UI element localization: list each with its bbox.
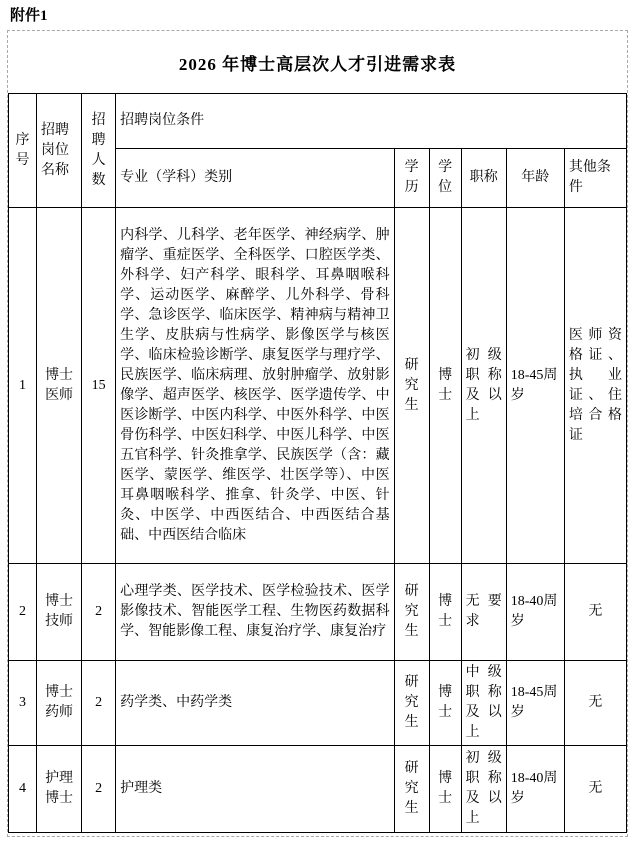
col-header-other: 其他条件 [564, 149, 626, 208]
cell-other: 无 [564, 746, 626, 833]
attachment-label: 附件1 [10, 8, 48, 24]
cell-seq: 4 [9, 746, 37, 833]
cell-other: 医师资格证、执业证、住培合格证 [564, 208, 626, 564]
cell-major: 护理类 [116, 746, 394, 833]
cell-position: 博士药师 [37, 661, 82, 746]
table-row [9, 208, 627, 564]
cell-education: 研究生 [394, 564, 429, 661]
cell-age: 18-40周岁 [506, 564, 564, 661]
cell-title-req: 中级职称及以上 [461, 661, 506, 746]
col-header-position: 招聘岗位名称 [37, 94, 82, 208]
col-header-major: 专业（学科）类别 [116, 149, 394, 208]
table-row [9, 564, 627, 661]
cell-age: 18-45周岁 [506, 208, 564, 564]
cell-seq: 3 [9, 661, 37, 746]
table-row [9, 661, 627, 746]
col-header-seq: 序号 [9, 94, 37, 208]
cell-title-req: 无要求 [461, 564, 506, 661]
cell-count: 15 [82, 208, 116, 564]
cell-degree: 博士 [429, 208, 461, 564]
col-header-degree: 学位 [429, 149, 461, 208]
col-header-count: 招聘人数 [82, 94, 116, 208]
cell-seq: 2 [9, 564, 37, 661]
col-header-title: 职称 [461, 149, 506, 208]
cell-title-req: 初级职称及以上 [461, 208, 506, 564]
cell-position: 博士医师 [37, 208, 82, 564]
cell-degree: 博士 [429, 746, 461, 833]
cell-title-req: 初级职称及以上 [461, 746, 506, 833]
cell-education: 研究生 [394, 208, 429, 564]
cell-age: 18-40周岁 [506, 746, 564, 833]
cell-degree: 博士 [429, 564, 461, 661]
col-header-conditions-group: 招聘岗位条件 [116, 94, 627, 149]
doc-title: 2026 年博士高层次人才引进需求表 [178, 54, 457, 74]
cell-major: 心理学类、医学技术、医学检验技术、医学影像技术、智能医学工程、生物医药数据科学、智能影像工程、康复治疗学、康复治疗 [116, 564, 394, 661]
cell-age: 18-45周岁 [506, 661, 564, 746]
header-row-1 [9, 94, 627, 149]
recruitment-table [8, 93, 627, 833]
cell-count: 2 [82, 564, 116, 661]
cell-count: 2 [82, 746, 116, 833]
cell-other: 无 [564, 564, 626, 661]
cell-other: 无 [564, 661, 626, 746]
cell-education: 研究生 [394, 661, 429, 746]
cell-seq: 1 [9, 208, 37, 564]
cell-education: 研究生 [394, 746, 429, 833]
cell-major: 内科学、儿科学、老年医学、神经病学、肿瘤学、重症医学、全科医学、口腔医学类、外科学、妇产科学、眼科学、耳鼻咽喉科学、运动医学、麻醉学、儿外科学、骨科学、急诊医学、临床医学、精神病与精神卫生学、皮肤病与性病学、影像医学与核医学、临床检验诊断学、康复医学与理疗学、民族医学、临床病理、放射肿瘤学、放射影像学、超声医学、核医学、医学遗传学、中医诊断学、中医内科学、中医外科学、中医骨伤科学、中医妇科学、中医儿科学、中医五官科学、针灸推拿学、民族医学（含：藏医学、蒙医学、维医学、壮医学等）、中医耳鼻咽喉科学、推拿、针灸学、中医、针灸、中医学、中西医结合、中西医结合基础、中西医结合临床 [116, 208, 394, 564]
cell-degree: 博士 [429, 661, 461, 746]
table-row [9, 746, 627, 833]
cell-position: 博士技师 [37, 564, 82, 661]
cell-position: 护理博士 [37, 746, 82, 833]
col-header-education: 学历 [394, 149, 429, 208]
document-frame [7, 30, 628, 837]
cell-count: 2 [82, 661, 116, 746]
cell-major: 药学类、中药学类 [116, 661, 394, 746]
col-header-age: 年龄 [506, 149, 564, 208]
